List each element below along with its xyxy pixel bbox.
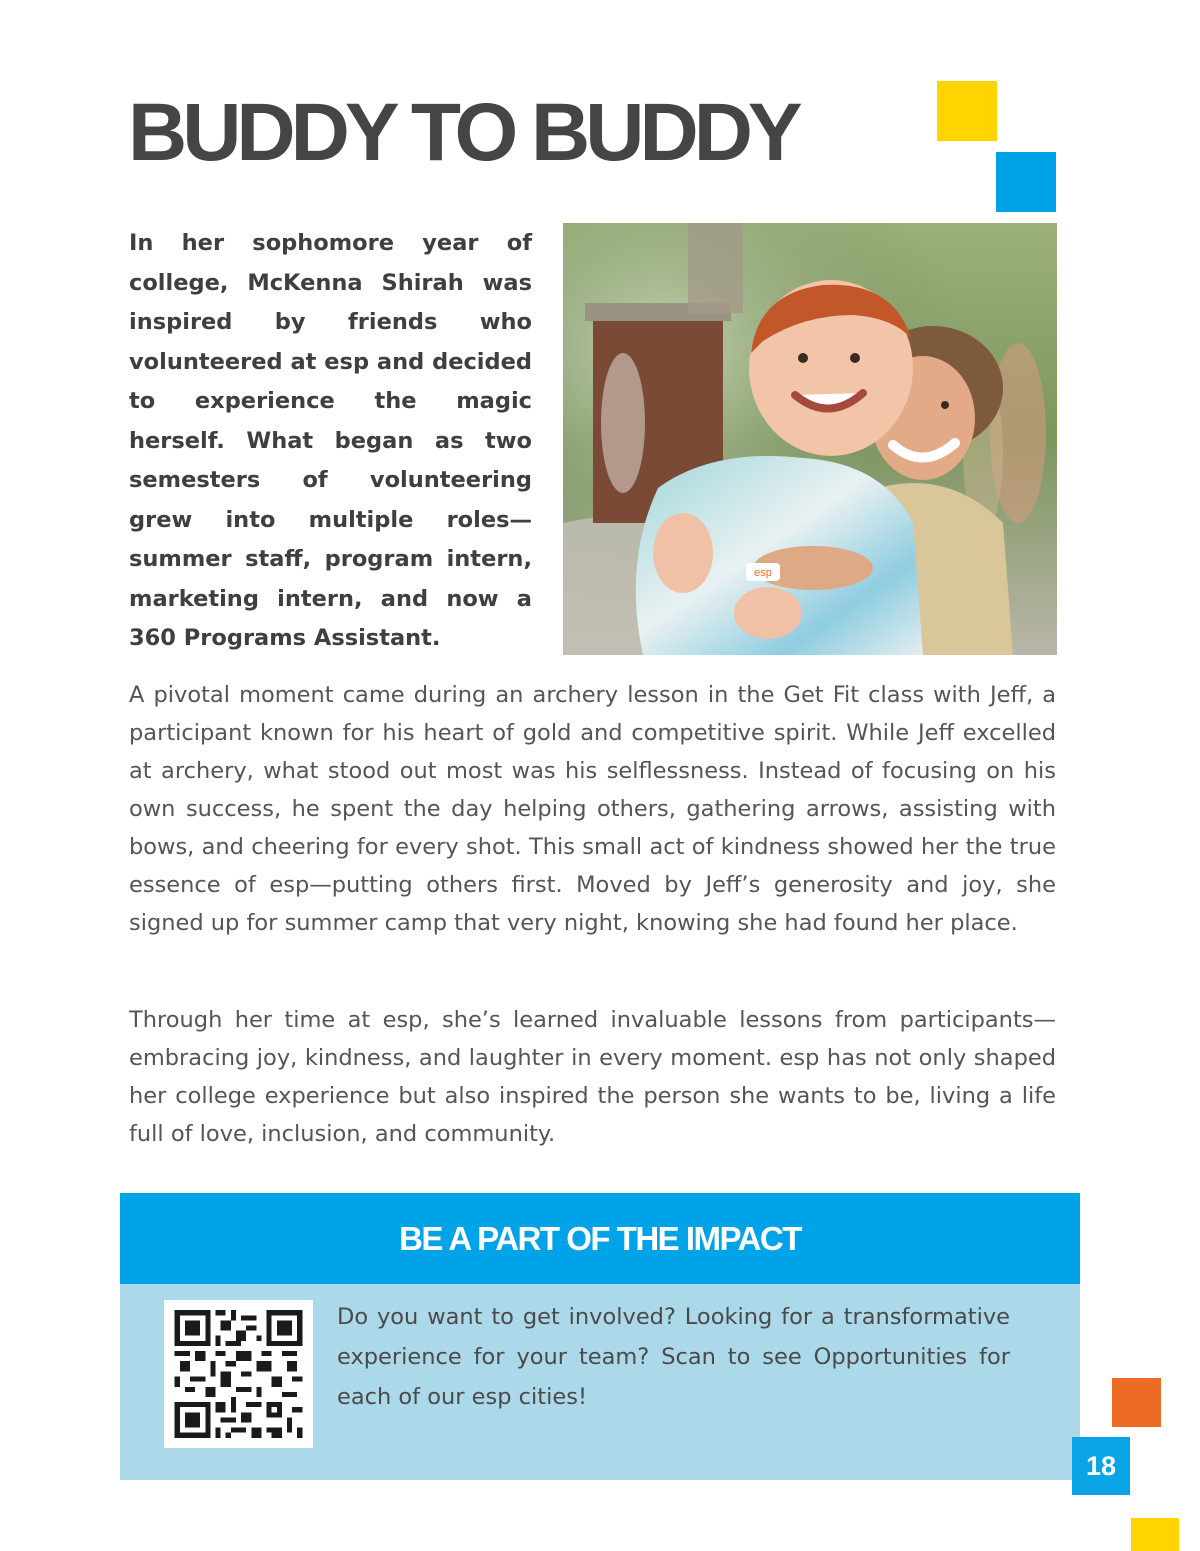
qr-code[interactable]	[164, 1300, 313, 1448]
body-paragraph-lessons: Through her time at esp, she’s learned invaluable lessons from participants—embracing joy, kindness, and laughter in every moment. esp has not only shaped her college experience but also inspired the person she wants to be, living a life full of love, inclusion, and community.	[129, 1007, 1056, 1147]
page-number: 18	[1072, 1437, 1130, 1495]
intro-paragraph: In her sophomore year of college, McKenna Shirah was inspired by friends who volunteered at esp and decided to experience the magic herself. What began as two semesters of volunteering grew into multiple roles—summer staff, program intern, marketing intern, and now a 360 Programs Assistant.	[129, 230, 532, 651]
page-title: BUDDY TO BUDDY	[128, 87, 798, 178]
decorative-square-yellow-bottom	[1131, 1518, 1179, 1551]
cta-heading: BE A PART OF THE IMPACT	[120, 1193, 1080, 1284]
cta-text: Do you want to get involved? Looking for a transformative experience for your team? Scan to see Opportunities for each of our esp cities!	[337, 1304, 1010, 1410]
decorative-square-blue	[996, 152, 1056, 212]
decorative-square-yellow	[937, 81, 997, 141]
body-paragraph-archery: A pivotal moment came during an archery lesson in the Get Fit class with Jeff, a participant known for his heart of gold and competitive spirit. While Jeff excelled at archery, what stood out most was his selflessness. Instead of focusing on his own success, he spent the day helping others, gathering arrows, assisting with bows, and cheering for every shot. This small act of kindness showed her the true essence of esp—putting others first. Moved by Jeff’s generosity and joy, she signed up for summer camp that very night, knowing she had found her place.	[129, 682, 1056, 936]
decorative-square-orange	[1112, 1378, 1161, 1427]
shirt-tag-label: esp	[754, 567, 772, 579]
photo-mckenna-and-jeff	[563, 223, 1057, 655]
cta-panel	[120, 1284, 1080, 1480]
